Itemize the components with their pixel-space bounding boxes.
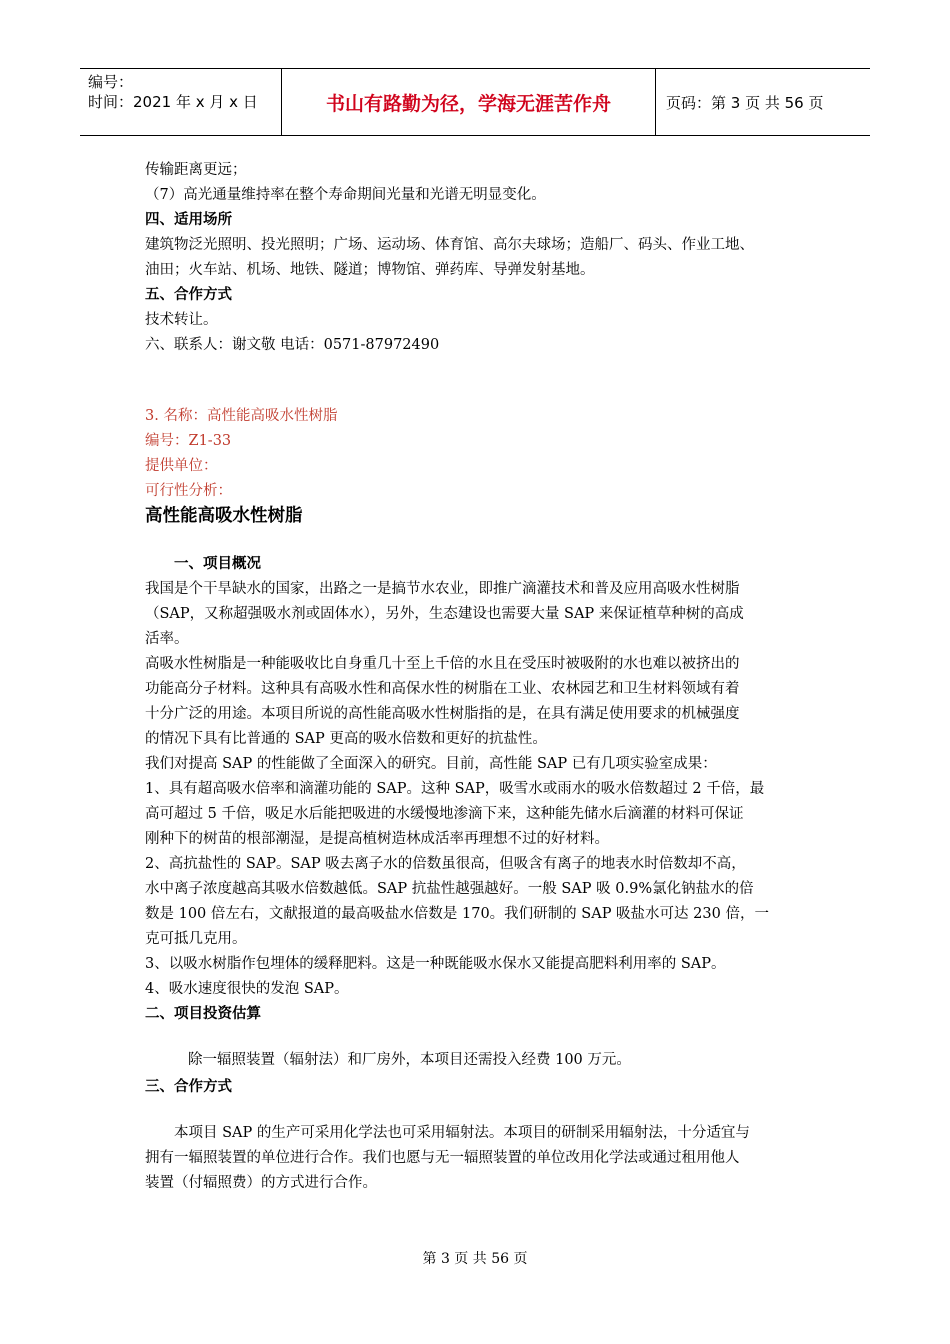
body-line: 3、以吸水树脂作包埋体的缓释肥料。这是一种既能吸水保水又能提高肥料利用率的 SAP。 <box>145 956 726 972</box>
section-heading: 四、适用场所 <box>145 212 232 228</box>
body-line: 十分广泛的用途。本项目所说的高性能高吸水性树脂指的是，在具有满足使用要求的机械强度 <box>145 706 740 722</box>
body-line: 建筑物泛光照明、投光照明；广场、运动场、体育馆、高尔夫球场；造船厂、码头、作业工地、 <box>145 237 754 253</box>
section-heading: 一、项目概况 <box>174 556 261 572</box>
body-line: 数是 100 倍左右，文献报道的最高吸盐水倍数是 170。我们研制的 SAP 吸盐水可达 230 倍，一 <box>145 906 769 922</box>
body-line: 我们对提高 SAP 的性能做了全面深入的研究。目前，高性能 SAP 已有几项实验室成果： <box>145 756 717 772</box>
project-number: 编号：Z1-33 <box>145 433 232 449</box>
body-line: 本项目 SAP 的生产可采用化学法也可采用辐射法。本项目的研制采用辐射法，十分适宜与 <box>174 1125 750 1141</box>
body-line: 活率。 <box>145 631 189 647</box>
header-meta <box>80 69 282 135</box>
section-heading: 三、合作方式 <box>145 1079 232 1095</box>
section-heading: 五、合作方式 <box>145 287 232 303</box>
body-line: 4、吸水速度很快的发泡 SAP。 <box>145 981 349 997</box>
document-number-label: 编号： <box>88 73 134 91</box>
header-page-info: 页码：第 3 页 共 56 页 <box>666 93 824 112</box>
body-line: 2、高抗盐性的 SAP。SAP 吸去离子水的倍数虽很高，但吸含有离子的地表水时倍数却不高， <box>145 856 746 872</box>
body-line: 高吸水性树脂是一种能吸收比自身重几十至上千倍的水且在受压时被吸附的水也难以被挤出的 <box>145 656 740 672</box>
body-line: 水中离子浓度越高其吸水倍数越低。SAP 抗盐性越强越好。一般 SAP 吸 0.9%氯化钠盐水的倍 <box>145 881 754 897</box>
body-line: 传输距离更远； <box>145 162 247 178</box>
project-name: 3. 名称：高性能高吸水性树脂 <box>145 408 338 424</box>
body-line: 技术转让。 <box>145 312 218 328</box>
body-line: 我国是个干旱缺水的国家，出路之一是搞节水农业，即推广滴灌技术和普及应用高吸水性树脂 <box>145 581 740 597</box>
body-line: （7）高光通量维持率在整个寿命期间光量和光谱无明显变化。 <box>145 187 546 203</box>
feasibility-label: 可行性分析： <box>145 483 232 499</box>
body-line: （SAP，又称超强吸水剂或固体水），另外，生态建设也需要大量 SAP 来保证植草种树的高成 <box>145 606 744 622</box>
body-line: 拥有一辐照装置的单位进行合作。我们也愿与无一辐照装置的单位改用化学法或通过租用他人 <box>145 1150 740 1166</box>
document-time-label: 时间：2021 年 x 月 x 日 <box>88 93 258 111</box>
page-header <box>80 68 870 136</box>
contact-line: 六、联系人：谢文敬 电话：0571-87972490 <box>145 337 440 353</box>
section-heading: 二、项目投资估算 <box>145 1006 261 1022</box>
project-title: 高性能高吸水性树脂 <box>145 506 303 526</box>
body-line: 刚种下的树苗的根部潮湿，是提高植树造林成活率再理想不过的好材料。 <box>145 831 609 847</box>
body-line: 除一辐照装置（辐射法）和厂房外，本项目还需投入经费 100 万元。 <box>188 1052 631 1068</box>
provider-label: 提供单位： <box>145 458 218 474</box>
body-line: 装置（付辐照费）的方式进行合作。 <box>145 1175 377 1191</box>
header-motto: 书山有路勤为径，学海无涯苦作舟 <box>282 69 656 135</box>
body-line: 克可抵几克用。 <box>145 931 247 947</box>
page-footer: 第 3 页 共 56 页 <box>422 1251 528 1267</box>
body-line: 功能高分子材料。这种具有高吸水性和高保水性的树脂在工业、农林园艺和卫生材料领域有着 <box>145 681 740 697</box>
body-line: 高可超过 5 千倍，吸足水后能把吸进的水缓慢地渗滴下来，这种能先储水后滴灌的材料可保证 <box>145 806 744 822</box>
body-line: 油田；火车站、机场、地铁、隧道；博物馆、弹药库、导弹发射基地。 <box>145 262 595 278</box>
body-line: 1、具有超高吸水倍率和滴灌功能的 SAP。这种 SAP，吸雪水或雨水的吸水倍数超过 2 千倍，最 <box>145 781 765 797</box>
body-line: 的情况下具有比普通的 SAP 更高的吸水倍数和更好的抗盐性。 <box>145 731 547 747</box>
